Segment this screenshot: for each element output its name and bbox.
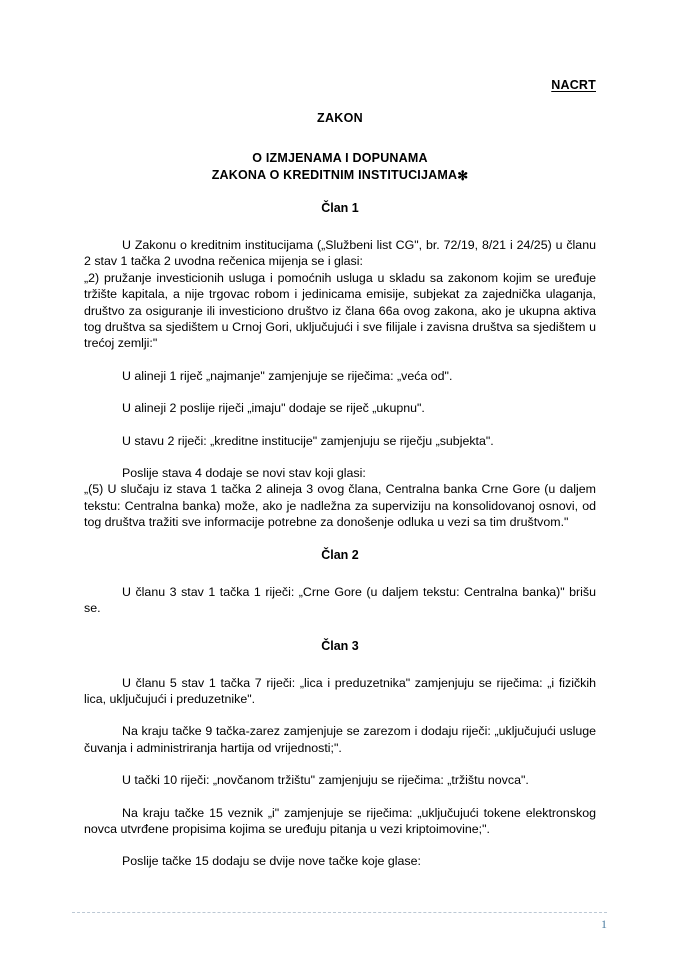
article-heading-3: Član 3: [321, 638, 359, 653]
document-subtitle-line-1: O IZMJENAMA I DOPUNAMA: [252, 151, 428, 165]
spacer: [84, 707, 596, 723]
article-3-paragraph-2: Na kraju tačke 9 tačka-zarez zamjenjuje se zarezom i dodaju riječi: „uključujući usluge čuvanja i administriranja hartija od vrijednosti;".: [84, 724, 596, 755]
draft-mark-label: NACRT: [551, 78, 596, 92]
document-subtitle-line-2-text: ZAKONA O KREDITNIM INSTITUCIJAMA: [211, 167, 458, 182]
article-1-paragraph-6: Poslije stava 4 dodaje se novi stav koji glasi:: [122, 466, 366, 481]
document-title-block: [84, 110, 596, 184]
article-3-paragraph-4: Na kraju tačke 15 veznik „i" zamjenjuje se riječima: „uključujući tokene elektronskog novca utvrđene propisima kojima se uređuju pitanja u vezi kriptoimovine;".: [84, 805, 596, 836]
article-1-paragraph-4: U alineji 2 poslije riječi „imaju" dodaje se riječ „ukupnu".: [122, 401, 425, 416]
article-1-paragraph-2: „2) pružanje investicionih usluga i pomoćnih usluga u skladu sa zakonom kojim se uređuje tržište kapitala, a nije trgovac robom i jedinicama emisije, subjekat za zajednička ulaganja, društvo za osiguranje ili investiciono društvo iz člana 66a ovog zakona, ako je ukupna aktiva tog društva sa sjedištem u Crnoj Gori, uključujući i sve filijale i zavisna društva sa sjedištem u trećoj zemlji:": [84, 270, 596, 351]
document-subtitle-line-2: [84, 167, 596, 185]
footnote-asterisk-icon: ✻: [457, 167, 469, 183]
page-number: 1: [601, 917, 607, 931]
spacer: [84, 756, 596, 772]
spacer: [84, 837, 596, 853]
article-1-paragraph-1: U Zakonu o kreditnim institucijama („Službeni list CG", br. 72/19, 8/21 i 24/25) u članu 2 stav 1 tačka 2 uvodna rečenica mijenja se i glasi:: [84, 238, 596, 269]
spacer: [84, 352, 596, 368]
spacer: [84, 449, 596, 465]
article-heading-1: Član 1: [321, 201, 359, 215]
article-2-paragraph-1: U članu 3 stav 1 tačka 1 riječi: „Crne Gore (u daljem tekstu: Centralna banka)" brišu se.: [84, 584, 596, 616]
article-heading-2: Član 2: [321, 547, 359, 562]
page-title: ZAKON: [317, 111, 363, 125]
document-subtitle: [84, 150, 596, 184]
document-body: [84, 200, 596, 870]
spacer: [84, 789, 596, 805]
spacer: [84, 417, 596, 433]
article-3-paragraph-1: U članu 5 stav 1 tačka 7 riječi: „lica i preduzetnika" zamjenjuju se riječima: „i fizičkih lica, uključujući i preduzetnike".: [84, 675, 596, 706]
spacer: [84, 384, 596, 400]
article-3-paragraph-3: U tački 10 riječi: „novčanom tržištu" zamjenjuju se riječima: „tržištu novca".: [122, 773, 529, 788]
spacer: [84, 654, 596, 675]
footer-divider: [72, 912, 607, 913]
spacer: [84, 216, 596, 237]
article-1-paragraph-5: U stavu 2 riječi: „kreditne institucije" zamjenjuju se riječju „subjekta".: [122, 433, 494, 448]
page-footer: [72, 912, 607, 932]
spacer: [84, 531, 596, 547]
draft-mark: [84, 78, 596, 92]
spacer: [84, 617, 596, 638]
article-3-paragraph-5: Poslije tačke 15 dodaju se dvije nove tačke koje glase:: [122, 854, 421, 869]
article-1-paragraph-7: „(5) U slučaju iz stava 1 tačka 2 alineja 3 ovog člana, Centralna banka Crne Gore (u daljem tekstu: Centralna banka) može, ako je nadležna za superviziju na konsolidovanoj osnovi, od tog društva tražiti sve informacije potrebne za donošenje odluka u vezi sa tim društvom.": [84, 482, 596, 530]
article-1-paragraph-3: U alineji 1 riječ „najmanje" zamjenjuje se riječima: „veća od".: [122, 368, 453, 383]
spacer: [84, 563, 596, 584]
